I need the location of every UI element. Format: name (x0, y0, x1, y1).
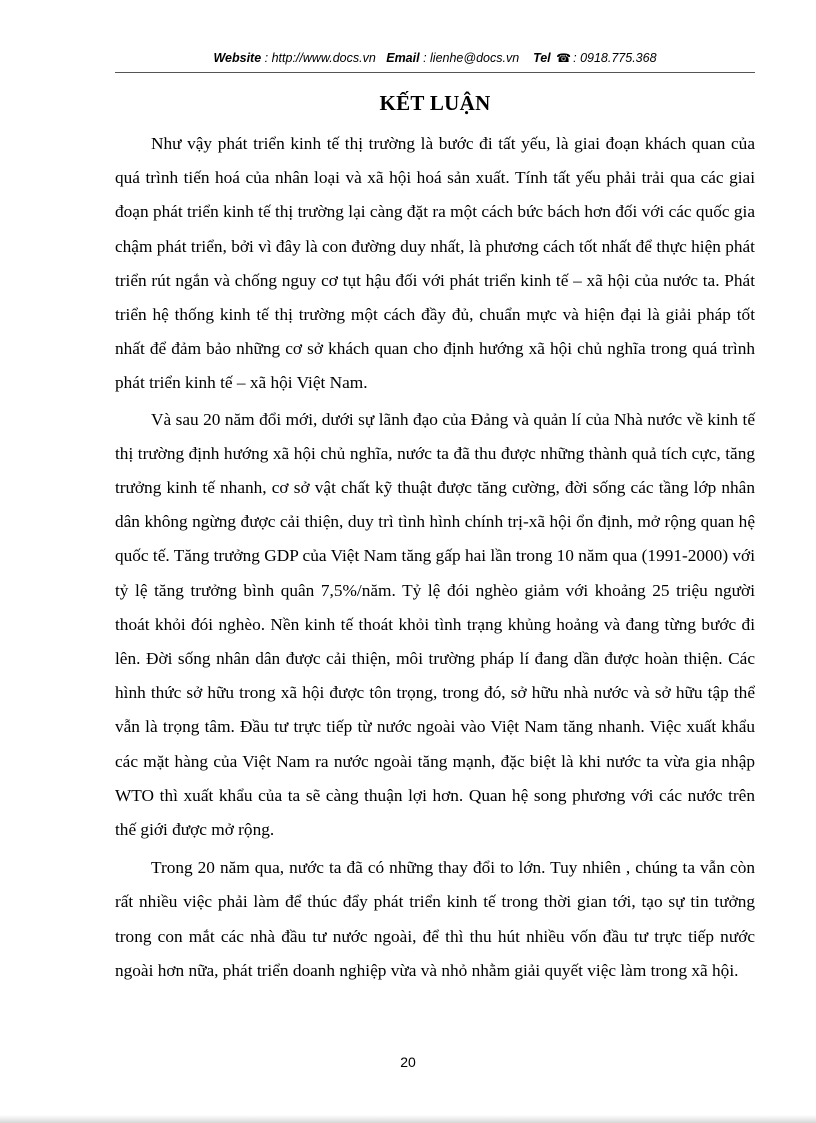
email-separator: : (419, 51, 431, 65)
email-label: Email (386, 51, 420, 65)
tel-label: Tel (533, 51, 551, 65)
tel-separator: : (573, 51, 581, 65)
paragraph-3: Trong 20 năm qua, nước ta đã có những thay đổi to lớn. Tuy nhiên , chúng ta vẫn còn rất nhiều việc phải làm để thúc đẩy phát triển kinh tế trong thời gian tới, tạo sự tin tưởng trong con mắt các nhà đầu tư nước ngoài, để thì thu hút nhiều vốn đầu tư trực tiếp nước ngoài hơn nữa, phát triển doanh nghiệp vừa và nhỏ nhằm giải quyết việc làm trong xã hội. (115, 858, 755, 980)
page-number: 20 (400, 1054, 416, 1070)
page-header (115, 49, 755, 67)
telephone-icon: ☎ (556, 51, 572, 65)
website-label: Website (213, 51, 262, 65)
email-link[interactable]: lienhe@docs.vn (430, 51, 520, 65)
tel-number: 0918.775.368 (580, 51, 657, 65)
document-body (115, 127, 755, 988)
page-title: KẾT LUẬN (379, 91, 491, 115)
paragraph-1: Như vậy phát triển kinh tế thị trường là bước đi tất yếu, là giai đoạn khách quan của quá trình tiến hoá của nhân loại và xã hội hoá sản xuất. Tính tất yếu phải trải qua các giai đoạn phát triển kinh tế thị trường lại càng đặt ra một cách bức bách hơn đối với các quốc gia chậm phát triển, bởi vì đây là con đường duy nhất, là phương cách tốt nhất để thực hiện phát triển rút ngắn và chống nguy cơ tụt hậu đối với phát triển kinh tế – xã hội của nước ta. Phát triển hệ thống kinh tế thị trường một cách đầy đủ, chuẩn mực và hiện đại là giải pháp tốt nhất để đảm bảo những cơ sở khách quan cho định hướng xã hội chủ nghĩa trong quá trình phát triển kinh tế – xã hội Việt Nam. (115, 134, 755, 393)
header-divider (115, 72, 755, 73)
page-bottom-edge (0, 1115, 816, 1123)
website-separator: : (261, 51, 272, 65)
website-url-link[interactable]: http://www.docs.vn (271, 51, 376, 65)
paragraph-2: Và sau 20 năm đổi mới, dưới sự lãnh đạo của Đảng và quản lí của Nhà nước về kinh tế thị trường định hướng xã hội chủ nghĩa, nước ta đã thu được những thành quả tích cực, tăng trưởng kinh tế nhanh, cơ sở vật chất kỹ thuật được tăng cường, đời sống các tầng lớp nhân dân không ngừng được cải thiện, duy trì tình hình chính trị-xã hội ổn định, mở rộng quan hệ quốc tế. Tăng trưởng GDP của Việt Nam tăng gấp hai lần trong 10 năm qua (1991-2000) với tỷ lệ tăng trưởng bình quân 7,5%/năm. Tỷ lệ đói nghèo giảm với khoảng 25 triệu người thoát khỏi đói nghèo. Nền kinh tế thoát khỏi tình trạng khủng hoảng và đang từng bước đi lên. Đời sống nhân dân được cải thiện, môi trường pháp lí đang dần được hoàn thiện. Các hình thức sở hữu trong xã hội được tôn trọng, trong đó, sở hữu nhà nước và sở hữu tập thể vẫn là trọng tâm. Đầu tư trực tiếp từ nước ngoài vào Việt Nam tăng nhanh. Việc xuất khẩu các mặt hàng của Việt Nam ra nước ngoài tăng mạnh, đặc biệt là khi nước ta vừa gia nhập WTO thì xuất khẩu của ta sẽ càng thuận lợi hơn. Quan hệ song phương với các nước trên thế giới được mở rộng. (115, 409, 755, 840)
